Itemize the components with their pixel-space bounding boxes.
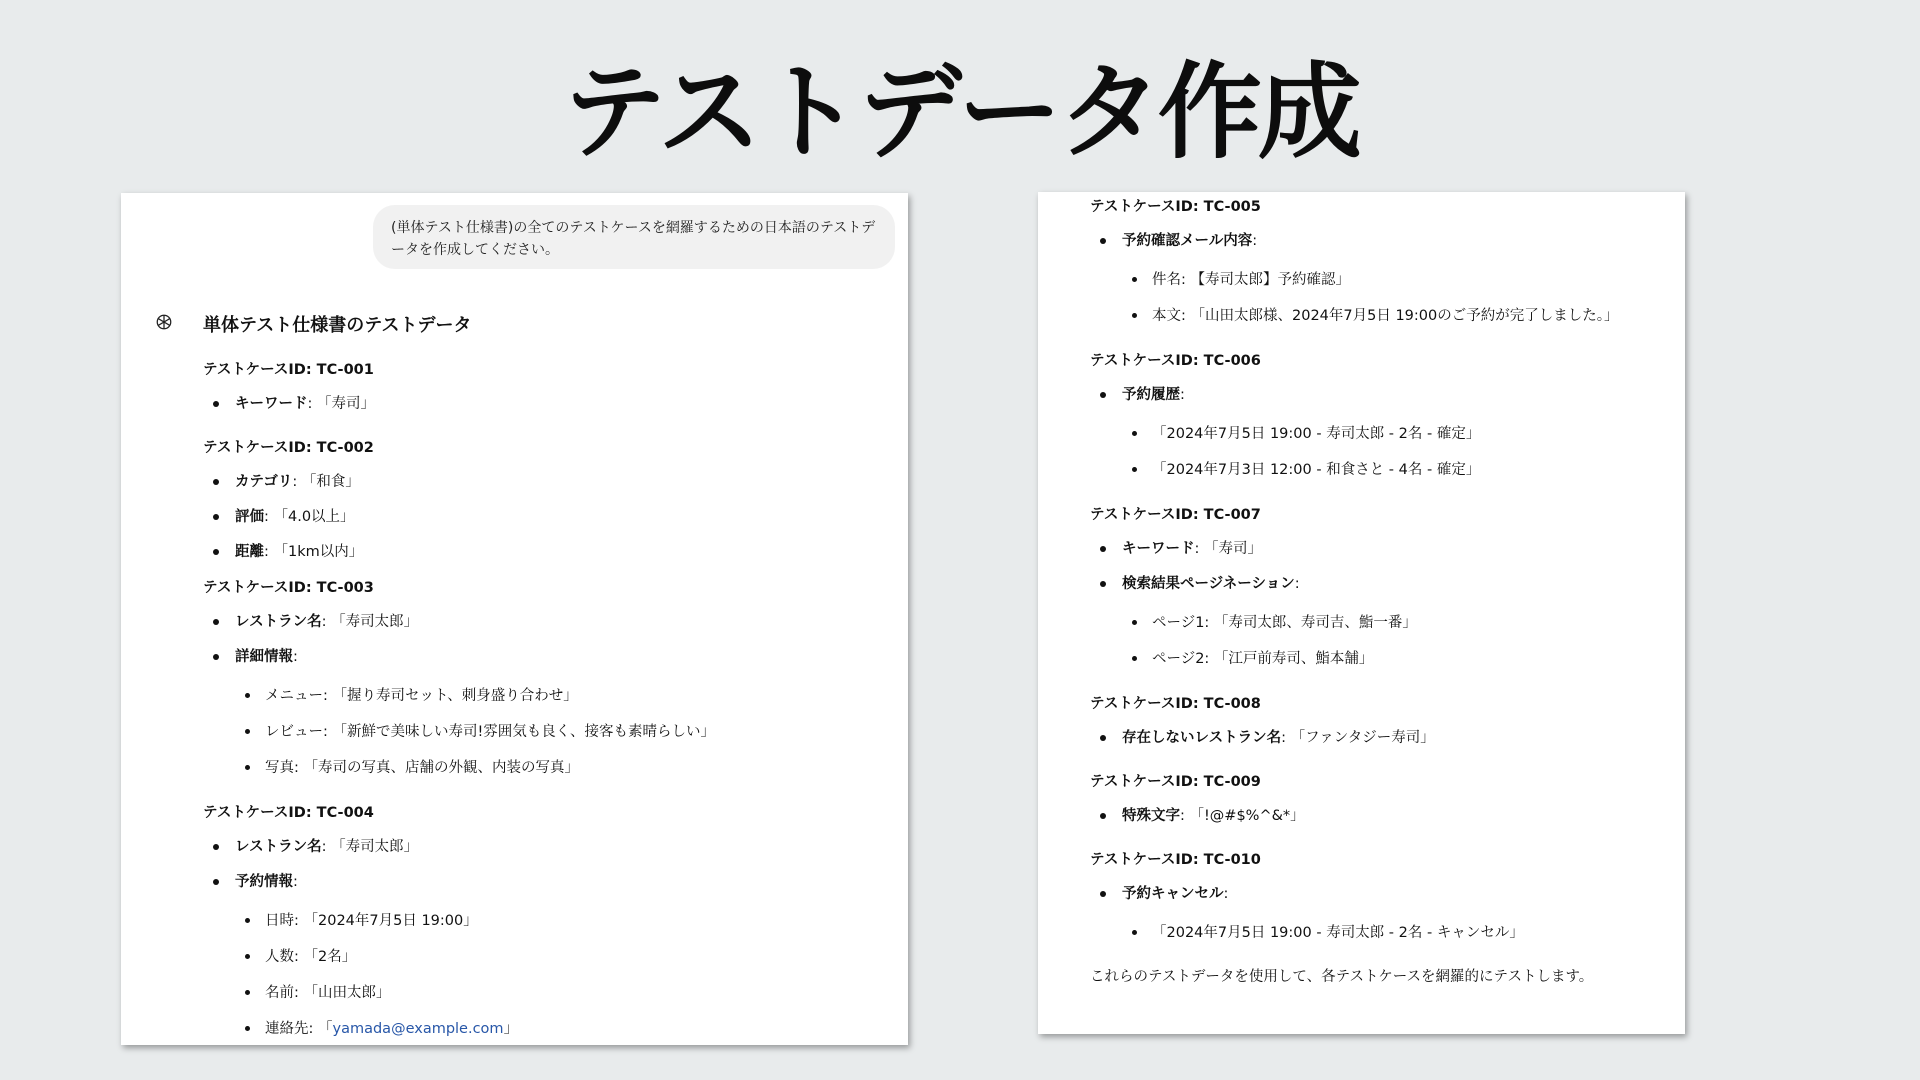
test-case-id: テストケースID: TC-005 [1090, 199, 1261, 215]
test-case-tc-007 [1090, 503, 1670, 684]
test-case-id: テストケースID: TC-009 [1090, 774, 1261, 790]
list-item [1090, 538, 1670, 573]
answer-heading: 単体テスト仕様書のテストデータ [203, 315, 472, 336]
item-value: : 「4.0以上」 [264, 509, 355, 525]
item-label: レストラン名 [235, 614, 322, 630]
list-item [203, 393, 883, 428]
list-item [203, 611, 883, 646]
item-label: 特殊文字 [1122, 808, 1180, 824]
sub-list-item: ページ1: 「寿司太郎、寿司吉、鮨一番」 [1090, 612, 1670, 648]
test-case-tc-006 [1090, 349, 1670, 495]
test-case-tc-008 [1090, 692, 1670, 762]
sub-list-item: レビュー: 「新鮮で美味しい寿司!雰囲気も良く、接客も素晴らしい」 [203, 721, 883, 757]
test-case-tc-005 [1090, 195, 1670, 341]
list-item [203, 871, 883, 906]
list-item [203, 506, 883, 541]
answer-content-right [1090, 195, 1670, 988]
sub-list-item: 日時: 「2024年7月5日 19:00」 [203, 910, 883, 946]
sub-list-item: 件名: 【寿司太郎】予約確認」 [1090, 269, 1670, 305]
item-value: : [1252, 233, 1258, 249]
list-item [203, 541, 883, 576]
item-value: : [1294, 576, 1300, 592]
item-label: 存在しないレストラン名 [1122, 730, 1282, 746]
test-case-id: テストケースID: TC-007 [1090, 507, 1261, 523]
sub-list-item: 「2024年7月5日 19:00 - 寿司太郎 - 2名 - キャンセル」 [1090, 922, 1670, 958]
item-value: : 「和食」 [292, 474, 360, 490]
item-label: 評価 [235, 509, 264, 525]
item-value: : 「寿司太郎」 [321, 614, 419, 630]
sub-list-item: ページ2: 「江戸前寿司、鮨本舗」 [1090, 648, 1670, 684]
item-label: キーワード [1122, 541, 1195, 557]
list-item [1090, 573, 1670, 608]
list-item [1090, 805, 1670, 840]
test-case-tc-009 [1090, 770, 1670, 840]
list-item [203, 646, 883, 681]
list-item [1090, 230, 1670, 265]
sub-list-item: 「2024年7月5日 19:00 - 寿司太郎 - 2名 - 確定」 [1090, 423, 1670, 459]
email-link[interactable]: yamada@example.com [332, 1021, 504, 1037]
item-label: キーワード [235, 396, 308, 412]
list-item [1090, 384, 1670, 419]
item-value: : 「寿司」 [1194, 541, 1262, 557]
list-item [1090, 727, 1670, 762]
closing-note: これらのテストデータを使用して、各テストケースを網羅的にテストします。 [1090, 969, 1594, 985]
answer-content-left [203, 358, 883, 1045]
item-value: : [293, 649, 298, 665]
sub-list-item: メニュー: 「握り寿司セット、刺身盛り合わせ」 [203, 685, 883, 721]
item-label: 予約履歴 [1122, 387, 1180, 403]
slide-title: テストデータ作成 [562, 51, 1358, 173]
item-value: : 「寿司」 [307, 396, 375, 412]
test-case-id: テストケースID: TC-001 [203, 362, 374, 378]
test-case-tc-004 [203, 801, 883, 1045]
item-value: : 「!@#$%^&*」 [1180, 808, 1305, 824]
item-label: 予約情報 [235, 874, 293, 890]
item-value: : 「寿司太郎」 [321, 839, 419, 855]
sub-list-item-contact [203, 1018, 883, 1045]
chat-screenshot-left [121, 193, 908, 1045]
assistant-logo-icon [155, 313, 173, 331]
item-label: カテゴリ [235, 474, 293, 490]
sub-list-item: 「2024年7月3日 12:00 - 和食さと - 4名 - 確定」 [1090, 459, 1670, 495]
item-label: 検索結果ページネーション [1122, 576, 1295, 592]
test-case-tc-001 [203, 358, 883, 428]
contact-close: 」 [503, 1021, 519, 1037]
item-label: 予約確認メール内容 [1122, 233, 1253, 249]
item-label: 詳細情報 [235, 649, 293, 665]
sub-list-item: 本文: 「山田太郎様、2024年7月5日 19:00のご予約が完了しました。」 [1090, 305, 1670, 341]
user-prompt-bubble: (単体テスト仕様書)の全てのテストケースを網羅するための日本語のテストデータを作成してください。 [373, 205, 895, 269]
list-item [1090, 883, 1670, 918]
test-case-id: テストケースID: TC-003 [203, 580, 374, 596]
test-case-tc-003 [203, 576, 883, 793]
list-item [203, 471, 883, 506]
test-case-tc-002 [203, 436, 883, 576]
item-value: : [293, 874, 298, 890]
test-case-id: テストケースID: TC-004 [203, 805, 374, 821]
item-label: 距離 [235, 544, 264, 560]
test-case-tc-010 [1090, 848, 1670, 958]
test-case-id: テストケースID: TC-002 [203, 440, 374, 456]
chat-screenshot-right [1038, 192, 1685, 1034]
sub-list-item: 名前: 「山田太郎」 [203, 982, 883, 1018]
item-value: : 「ファンタジー寿司」 [1281, 730, 1435, 746]
sub-list-item: 人数: 「2名」 [203, 946, 883, 982]
list-item [203, 836, 883, 871]
sub-list-item: 写真: 「寿司の写真、店舗の外観、内装の写真」 [203, 757, 883, 793]
item-value: : [1223, 886, 1229, 902]
item-label: レストラン名 [235, 839, 322, 855]
item-label: 予約キャンセル [1122, 886, 1224, 902]
item-value: : [1180, 387, 1185, 403]
test-case-id: テストケースID: TC-010 [1090, 852, 1261, 868]
item-value: : 「1km以内」 [264, 544, 364, 560]
test-case-id: テストケースID: TC-008 [1090, 696, 1261, 712]
test-case-id: テストケースID: TC-006 [1090, 353, 1261, 369]
contact-label: 連絡先: 「 [265, 1021, 333, 1037]
